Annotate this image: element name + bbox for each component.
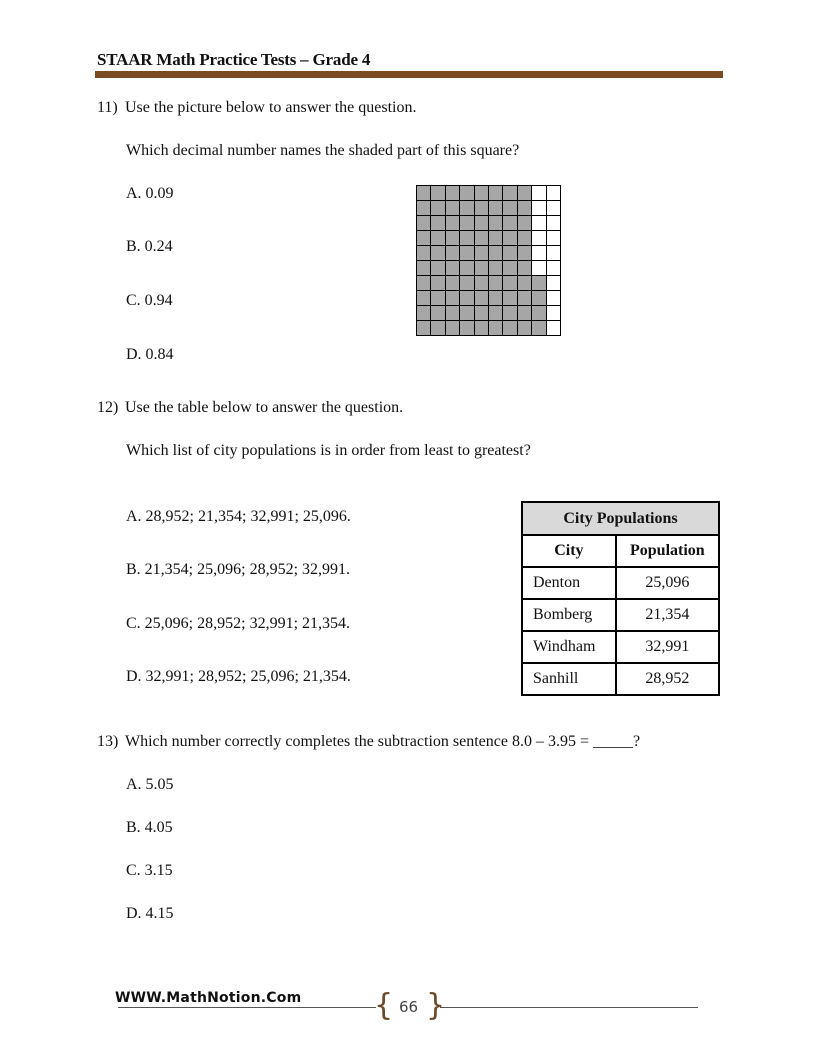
grid-cell-shaded bbox=[489, 201, 503, 216]
grid-cell-shaded bbox=[518, 291, 532, 306]
grid-cell-shaded bbox=[503, 216, 517, 231]
table-header-city: City bbox=[522, 535, 616, 567]
footer-left-brace-icon: { bbox=[374, 988, 394, 1023]
grid-cell-shaded bbox=[475, 246, 489, 261]
grid-cell-shaded bbox=[518, 246, 532, 261]
grid-cell bbox=[547, 306, 561, 321]
grid-cell-shaded bbox=[460, 291, 474, 306]
grid-cell-shaded bbox=[417, 246, 431, 261]
grid-cell bbox=[547, 261, 561, 276]
q11-option-b[interactable]: B. 0.24 bbox=[126, 238, 173, 255]
grid-cell-shaded bbox=[446, 276, 460, 291]
grid-cell-shaded bbox=[446, 261, 460, 276]
grid-cell bbox=[547, 231, 561, 246]
grid-cell-shaded bbox=[532, 276, 546, 291]
q12-option-b[interactable]: B. 21,354; 25,096; 28,952; 32,991. bbox=[126, 561, 351, 578]
q12-number: 12) bbox=[97, 399, 119, 416]
grid-cell-shaded bbox=[518, 216, 532, 231]
q13-option-c[interactable]: C. 3.15 bbox=[126, 862, 173, 879]
grid-cell-shaded bbox=[489, 246, 503, 261]
grid-cell-shaded bbox=[475, 231, 489, 246]
grid-cell-shaded bbox=[518, 261, 532, 276]
grid-cell-shaded bbox=[417, 231, 431, 246]
q12-option-a[interactable]: A. 28,952; 21,354; 32,991; 25,096. bbox=[126, 508, 351, 525]
q12-option-c[interactable]: C. 25,096; 28,952; 32,991; 21,354. bbox=[126, 615, 351, 632]
q11-question: Which decimal number names the shaded part of this square? bbox=[126, 142, 520, 159]
hundred-square-grid bbox=[416, 185, 561, 336]
grid-cell-shaded bbox=[518, 306, 532, 321]
grid-cell-shaded bbox=[503, 246, 517, 261]
grid-cell-shaded bbox=[475, 201, 489, 216]
table-row bbox=[522, 631, 719, 663]
grid-cell-shaded bbox=[460, 186, 474, 201]
footer-website: WWW.MathNotion.Com bbox=[115, 990, 302, 1006]
table-cell-city: Sanhill bbox=[522, 663, 616, 695]
table-cell-city: Windham bbox=[522, 631, 616, 663]
grid-cell-shaded bbox=[417, 186, 431, 201]
grid-cell-shaded bbox=[431, 231, 445, 246]
grid-cell-shaded bbox=[417, 306, 431, 321]
grid-cell-shaded bbox=[446, 246, 460, 261]
grid-cell-shaded bbox=[532, 306, 546, 321]
q13-option-d[interactable]: D. 4.15 bbox=[126, 905, 174, 922]
table-header-population: Population bbox=[616, 535, 719, 567]
grid-cell-shaded bbox=[446, 201, 460, 216]
q11-prompt: Use the picture below to answer the question. bbox=[125, 99, 417, 116]
grid-cell-shaded bbox=[503, 291, 517, 306]
grid-cell-shaded bbox=[460, 321, 474, 336]
grid-cell-shaded bbox=[518, 276, 532, 291]
footer-rule-left bbox=[118, 1007, 376, 1008]
page-number: 66 bbox=[399, 998, 419, 1016]
table-cell-city: Denton bbox=[522, 567, 616, 599]
q12-prompt: Use the table below to answer the question. bbox=[125, 399, 404, 416]
grid-cell bbox=[532, 186, 546, 201]
header-divider bbox=[95, 71, 723, 78]
grid-cell bbox=[547, 201, 561, 216]
grid-cell-shaded bbox=[489, 231, 503, 246]
grid-cell bbox=[532, 261, 546, 276]
grid-cell-shaded bbox=[460, 276, 474, 291]
grid-cell-shaded bbox=[460, 216, 474, 231]
grid-cell-shaded bbox=[503, 306, 517, 321]
table-cell-population: 21,354 bbox=[616, 599, 719, 631]
grid-cell-shaded bbox=[460, 231, 474, 246]
grid-cell bbox=[532, 216, 546, 231]
grid-cell-shaded bbox=[417, 201, 431, 216]
grid-cell-shaded bbox=[431, 306, 445, 321]
table-cell-population: 25,096 bbox=[616, 567, 719, 599]
grid-cell-shaded bbox=[446, 291, 460, 306]
grid-cell-shaded bbox=[518, 231, 532, 246]
grid-cell-shaded bbox=[489, 216, 503, 231]
grid-cell-shaded bbox=[446, 231, 460, 246]
grid-cell-shaded bbox=[475, 186, 489, 201]
grid-cell-shaded bbox=[518, 186, 532, 201]
table-cell-city: Bomberg bbox=[522, 599, 616, 631]
grid-cell-shaded bbox=[460, 201, 474, 216]
grid-cell-shaded bbox=[431, 186, 445, 201]
grid-cell-shaded bbox=[503, 321, 517, 336]
grid-cell-shaded bbox=[518, 201, 532, 216]
grid-cell-shaded bbox=[460, 261, 474, 276]
q12-option-d[interactable]: D. 32,991; 28,952; 25,096; 21,354. bbox=[126, 668, 351, 685]
grid-cell-shaded bbox=[417, 321, 431, 336]
grid-cell-shaded bbox=[446, 306, 460, 321]
grid-cell-shaded bbox=[431, 216, 445, 231]
grid-cell-shaded bbox=[489, 186, 503, 201]
grid-cell-shaded bbox=[489, 276, 503, 291]
grid-cell-shaded bbox=[446, 186, 460, 201]
grid-cell bbox=[547, 321, 561, 336]
q13-question: Which number correctly completes the subtraction sentence 8.0 – 3.95 = _____? bbox=[125, 733, 641, 750]
grid-cell-shaded bbox=[475, 321, 489, 336]
grid-cell-shaded bbox=[503, 186, 517, 201]
grid-cell bbox=[547, 246, 561, 261]
grid-cell-shaded bbox=[431, 246, 445, 261]
page-header-title: STAAR Math Practice Tests – Grade 4 bbox=[97, 50, 371, 69]
table-row bbox=[522, 599, 719, 631]
table-row bbox=[522, 567, 719, 599]
grid-cell-shaded bbox=[503, 276, 517, 291]
table-row bbox=[522, 663, 719, 695]
grid-cell bbox=[532, 231, 546, 246]
grid-cell bbox=[547, 276, 561, 291]
grid-cell-shaded bbox=[518, 321, 532, 336]
city-populations-table bbox=[521, 501, 720, 696]
q13-option-b[interactable]: B. 4.05 bbox=[126, 819, 173, 836]
grid-cell-shaded bbox=[431, 201, 445, 216]
grid-cell-shaded bbox=[475, 306, 489, 321]
grid-cell-shaded bbox=[460, 306, 474, 321]
table-caption: City Populations bbox=[522, 502, 719, 535]
grid-cell-shaded bbox=[446, 216, 460, 231]
q13-number: 13) bbox=[97, 733, 119, 750]
grid-cell-shaded bbox=[503, 201, 517, 216]
grid-cell-shaded bbox=[417, 216, 431, 231]
footer-rule-right bbox=[440, 1007, 698, 1008]
q13-option-a[interactable]: A. 5.05 bbox=[126, 776, 174, 793]
grid-cell bbox=[532, 201, 546, 216]
grid-cell-shaded bbox=[475, 216, 489, 231]
grid-cell-shaded bbox=[489, 321, 503, 336]
grid-cell-shaded bbox=[431, 261, 445, 276]
grid-cell bbox=[532, 246, 546, 261]
footer-right-brace-icon: } bbox=[426, 988, 446, 1023]
grid-cell-shaded bbox=[446, 321, 460, 336]
table-cell-population: 32,991 bbox=[616, 631, 719, 663]
grid-cell-shaded bbox=[431, 291, 445, 306]
q11-option-c[interactable]: C. 0.94 bbox=[126, 292, 173, 309]
q11-option-a[interactable]: A. 0.09 bbox=[126, 185, 174, 202]
grid-cell bbox=[547, 216, 561, 231]
grid-cell-shaded bbox=[503, 261, 517, 276]
q11-option-d[interactable]: D. 0.84 bbox=[126, 346, 174, 363]
grid-cell-shaded bbox=[460, 246, 474, 261]
q12-question: Which list of city populations is in order from least to greatest? bbox=[126, 442, 531, 459]
grid-cell-shaded bbox=[475, 261, 489, 276]
q11-number: 11) bbox=[97, 99, 118, 116]
grid-cell-shaded bbox=[532, 321, 546, 336]
grid-cell-shaded bbox=[417, 291, 431, 306]
grid-cell-shaded bbox=[532, 291, 546, 306]
grid-cell-shaded bbox=[489, 306, 503, 321]
grid-cell bbox=[547, 291, 561, 306]
grid-cell-shaded bbox=[475, 291, 489, 306]
grid-cell-shaded bbox=[431, 276, 445, 291]
grid-cell-shaded bbox=[503, 231, 517, 246]
grid-cell-shaded bbox=[489, 291, 503, 306]
grid-cell-shaded bbox=[417, 276, 431, 291]
grid-cell-shaded bbox=[475, 276, 489, 291]
grid-cell-shaded bbox=[489, 261, 503, 276]
grid-cell-shaded bbox=[417, 261, 431, 276]
grid-cell bbox=[547, 186, 561, 201]
table-cell-population: 28,952 bbox=[616, 663, 719, 695]
grid-cell-shaded bbox=[431, 321, 445, 336]
